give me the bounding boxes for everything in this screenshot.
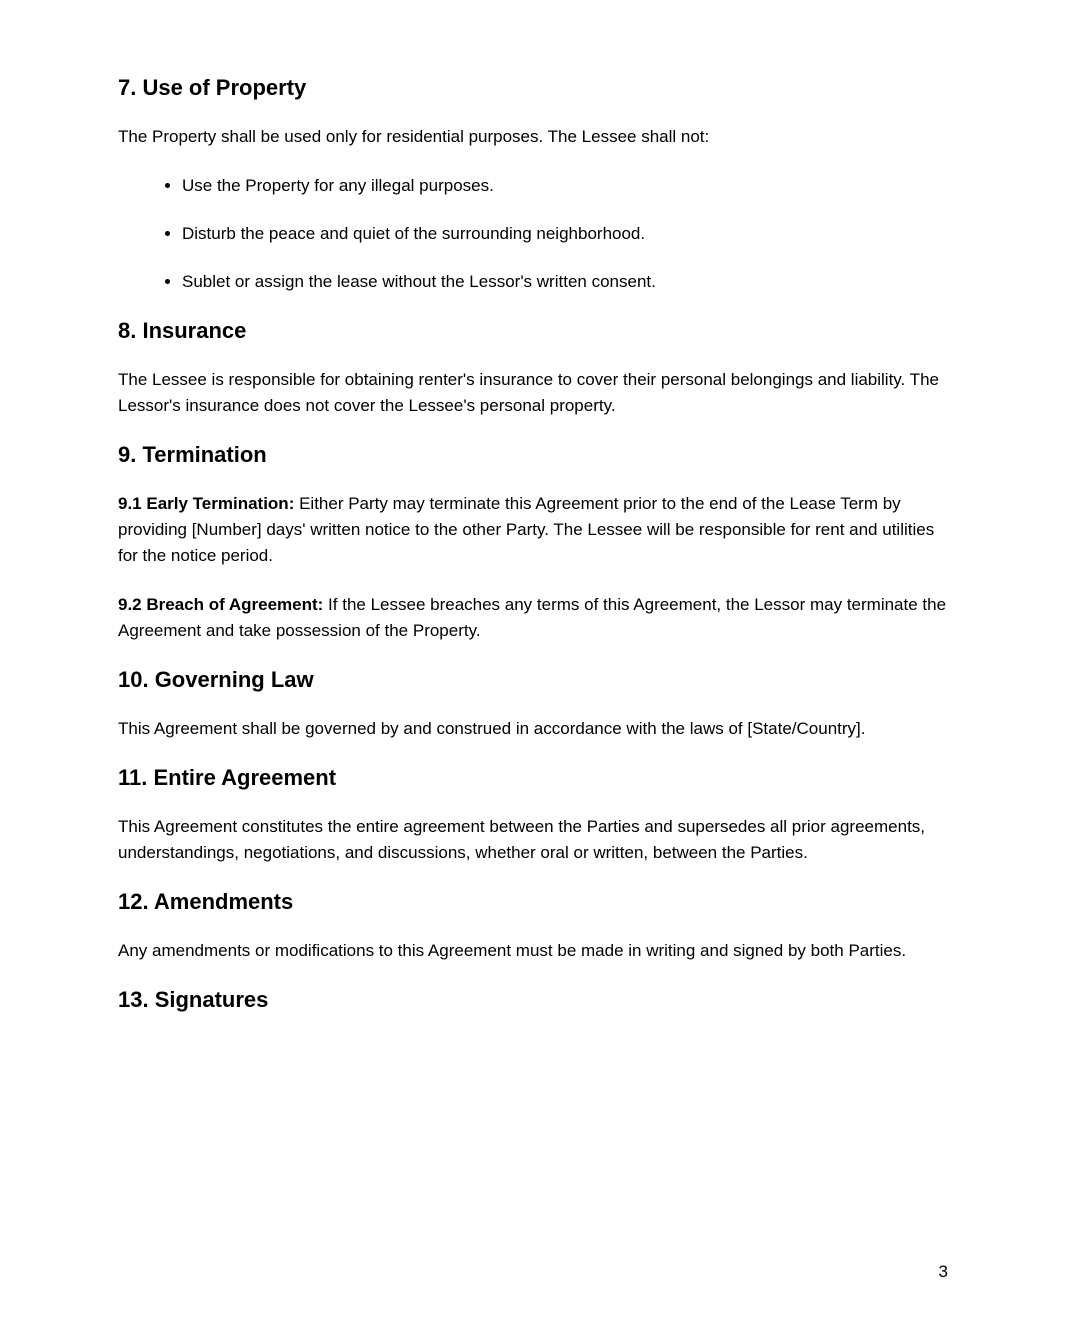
use-of-property-list	[118, 173, 954, 295]
subclause-label: 9.2 Breach of Agreement:	[118, 595, 324, 614]
section-heading-entire-agreement: 11. Entire Agreement	[118, 765, 337, 790]
page-number: 3	[938, 1262, 948, 1281]
section-heading-termination: 9. Termination	[118, 442, 267, 467]
document-body	[118, 75, 954, 1013]
section-heading-governing-law: 10. Governing Law	[118, 667, 314, 692]
section-heading-insurance: 8. Insurance	[118, 318, 247, 343]
subclause-text: If the Lessee breaches any terms of this Agreement, the Lessor may terminate the Agreement and take possession of the Property.	[118, 595, 947, 640]
paragraph-insurance: The Lessee is responsible for obtaining renter's insurance to cover their personal belongings and liability. The Lessor's insurance does not cover the Lessee's personal property.	[118, 370, 939, 415]
section-heading-use-of-property: 7. Use of Property	[118, 75, 307, 100]
section-heading-signatures: 13. Signatures	[118, 987, 269, 1012]
list-item: • Sublet or assign the lease without the Lessor's written consent.	[182, 269, 954, 295]
paragraph-amendments: Any amendments or modifications to this Agreement must be made in writing and signed by both Parties.	[118, 941, 907, 960]
list-item: • Use the Property for any illegal purposes.	[182, 173, 954, 199]
paragraph-use-of-property-intro: The Property shall be used only for residential purposes. The Lessee shall not:	[118, 127, 710, 146]
paragraph-entire-agreement: This Agreement constitutes the entire agreement between the Parties and supersedes all prior agreements, understandings, negotiations, and discussions, whether oral or written, between the Parties.	[118, 817, 926, 862]
list-item: • Disturb the peace and quiet of the surrounding neighborhood.	[182, 221, 954, 247]
subclause-text: Either Party may terminate this Agreement prior to the end of the Lease Term by providing [Number] days' written notice to the other Party. The Lessee will be responsible for rent and utilities for the notice period.	[118, 494, 935, 565]
paragraph-early-termination	[118, 491, 954, 569]
section-heading-amendments: 12. Amendments	[118, 889, 294, 914]
paragraph-governing-law: This Agreement shall be governed by and construed in accordance with the laws of [State/Country].	[118, 719, 866, 738]
subclause-label: 9.1 Early Termination:	[118, 494, 295, 513]
paragraph-breach-of-agreement	[118, 592, 954, 644]
